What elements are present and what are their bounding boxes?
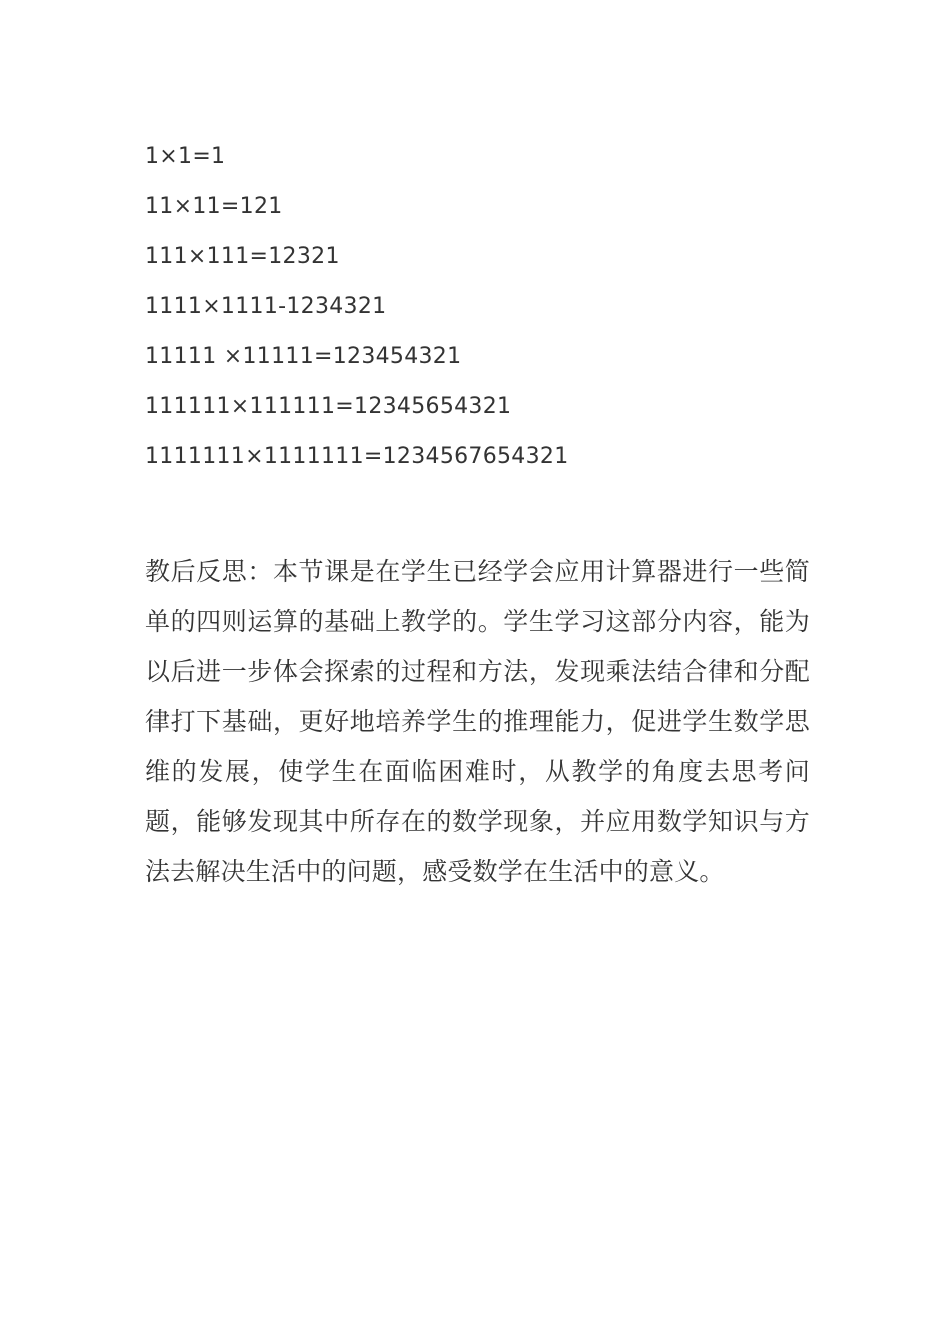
reflection-paragraph: 教后反思：本节课是在学生已经学会应用计算器进行一些简单的四则运算的基础上教学的。学生学习这部分内容，能为以后进一步体会探索的过程和方法，发现乘法结合律和分配律打下基础，更好地培养学生的推理能力，促进学生数学思维的发展，使学生在面临困难时，从教学的角度去思考问题，能够发现其中所存在的数学现象，并应用数学知识与方法去解决生活中的问题，感受数学在生活中的意义。 [145,557,810,886]
equation-line: 11111 ×11111=123454321 [145,344,462,369]
equation-line: 11×11=121 [145,194,283,219]
equation-list [145,132,845,482]
equation-line: 1×1=1 [145,144,226,169]
equation-line: 111×111=12321 [145,244,340,269]
equation-line: 1111×1111-1234321 [145,294,387,319]
equation-line: 1111111×1111111=1234567654321 [145,444,569,469]
equation-line: 111111×111111=12345654321 [145,394,512,419]
